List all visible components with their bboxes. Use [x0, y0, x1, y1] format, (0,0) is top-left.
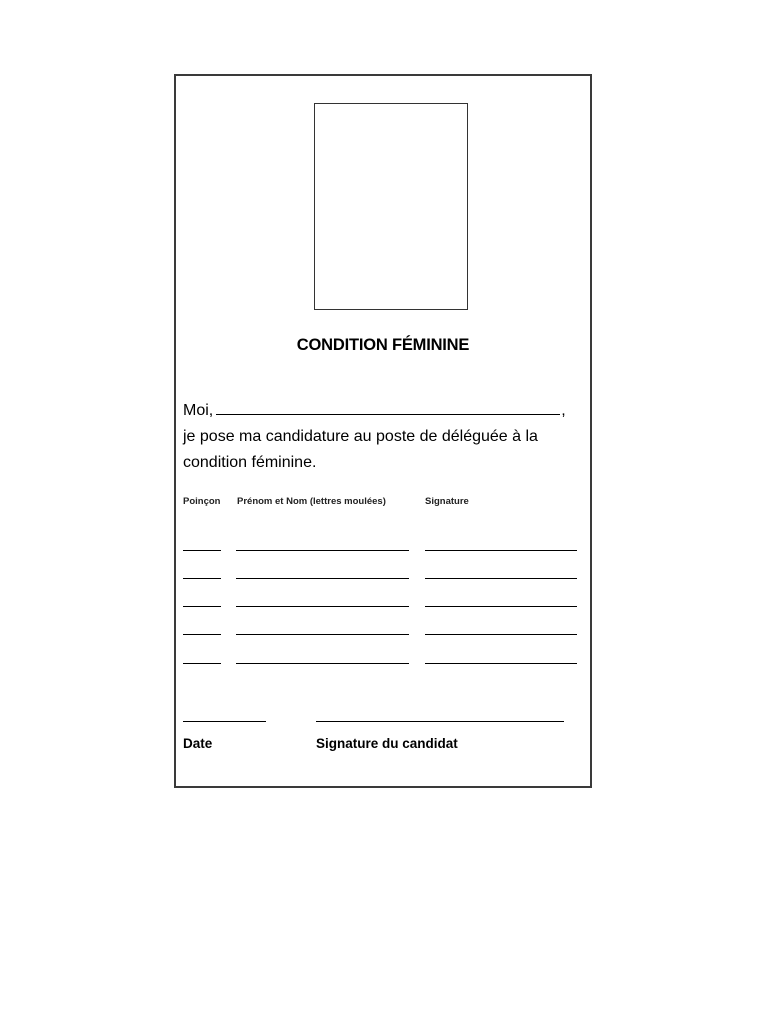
intro-suffix: , [561, 402, 566, 419]
name-line[interactable] [236, 578, 409, 579]
poincon-line[interactable] [183, 578, 221, 579]
column-header-signature: Signature [425, 496, 469, 507]
poincon-line[interactable] [183, 663, 221, 664]
name-line[interactable] [236, 634, 409, 635]
name-line[interactable] [236, 606, 409, 607]
form-title: CONDITION FÉMININE [296, 336, 470, 354]
candidate-signature-line[interactable] [316, 721, 564, 722]
signature-row [176, 550, 590, 551]
signature-row [176, 578, 590, 579]
poincon-line[interactable] [183, 606, 221, 607]
signature-line[interactable] [425, 550, 577, 551]
intro-paragraph [183, 398, 583, 476]
name-line[interactable] [236, 663, 409, 664]
intro-line-3: condition féminine. [183, 454, 317, 471]
signature-line[interactable] [425, 578, 577, 579]
intro-prefix: Moi, [183, 402, 214, 419]
intro-line-2: je pose ma candidature au poste de déléguée à la [183, 428, 538, 445]
signature-line[interactable] [425, 663, 577, 664]
candidate-signature-label: Signature du candidat [316, 736, 458, 751]
column-header-name: Prénom et Nom (lettres moulées) [237, 496, 386, 507]
signature-row [176, 634, 590, 635]
form-card [174, 74, 592, 788]
signature-line[interactable] [425, 634, 577, 635]
signature-line[interactable] [425, 606, 577, 607]
column-header-poincon: Poinçon [183, 496, 221, 507]
date-label: Date [183, 736, 213, 751]
poincon-line[interactable] [183, 550, 221, 551]
signature-row [176, 606, 590, 607]
poincon-line[interactable] [183, 634, 221, 635]
photo-placeholder [314, 103, 468, 310]
name-line[interactable] [236, 550, 409, 551]
date-field-line[interactable] [183, 721, 266, 722]
name-blank-field[interactable] [216, 400, 560, 415]
signature-row [176, 663, 590, 664]
intro-line-1 [183, 398, 583, 424]
